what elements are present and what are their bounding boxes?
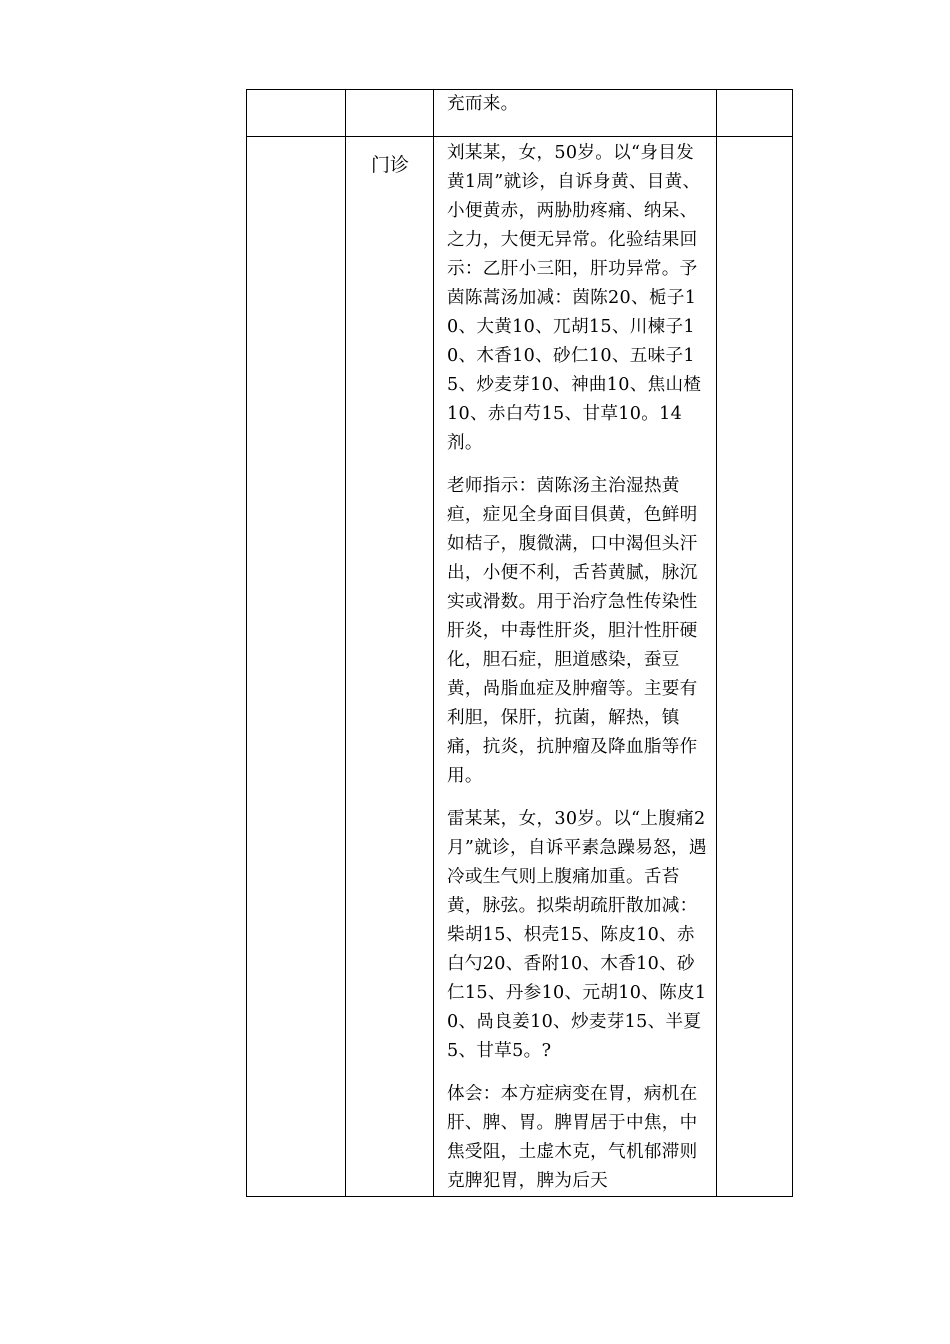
- teacher-note-paragraph: 老师指示：茵陈汤主治湿热黄疸，症见全身面目俱黄，色鲜明如桔子，腹微满，口中渴但头汗出，小便不利，舌苔黄腻，脉沉实或滑数。用于治疗急性传染性肝炎，中毒性肝炎，胆汁性肝硬化，胆石症，胆道感染，蚕豆黄，咼脂血症及肿瘤等。主要有利胆，保肝，抗菌，解热，镇痛，抗炎，抗肿瘤及降血脂等作用。: [447, 476, 698, 786]
- table-cell-content: [434, 90, 717, 137]
- table-cell-empty: [717, 137, 793, 1197]
- case-paragraph-1: 刘某某，女，50岁。以“身目发黄1周”就诊，自诉身黄、目黄、小便黄赤，两胁肋疼痛、纳呆、之力，大便无异常。化验结果回示：乙肝小三阳，肝功异常。予茵陈蒿汤加减：茵陈20、栀子10、大黄10、兀胡15、川楝子10、木香10、砂仁10、五味子15、炒麦芽10、神曲10、焦山楂10、赤白芍15、甘草10。14剂。: [447, 143, 702, 453]
- case-paragraph-2: 雷某某，女，30岁。以“上腹痛2月”就诊，自诉平素急躁易怒，遇冷或生气则上腹痛加重。舌苔黄，脉弦。拟柴胡疏肝散加减：柴胡15、枳壳15、陈皮10、赤白勺20、香附10、木香10、砂仁15、丹参10、元胡10、陈皮10、咼良姜10、炒麦芽15、半夏5、甘草5。?: [447, 809, 707, 1061]
- continued-text: 充而来。: [447, 94, 519, 114]
- table-row: [247, 90, 793, 137]
- table-cell-empty: [717, 90, 793, 137]
- table-cell-content: [434, 137, 717, 1197]
- table-cell-empty: [247, 90, 346, 137]
- table-cell-label: [346, 137, 434, 1197]
- table-cell-empty: [247, 137, 346, 1197]
- reflection-paragraph: 体会：本方症病变在胃，病机在肝、脾、胃。脾胃居于中焦，中焦受阻，土虚木克，气机郁滞则克脾犯胃，脾为后天: [447, 1084, 698, 1191]
- table-row: [247, 137, 793, 1197]
- section-label: 门诊: [371, 154, 410, 176]
- clinical-log-table: [246, 89, 793, 1197]
- table-cell-empty: [346, 90, 434, 137]
